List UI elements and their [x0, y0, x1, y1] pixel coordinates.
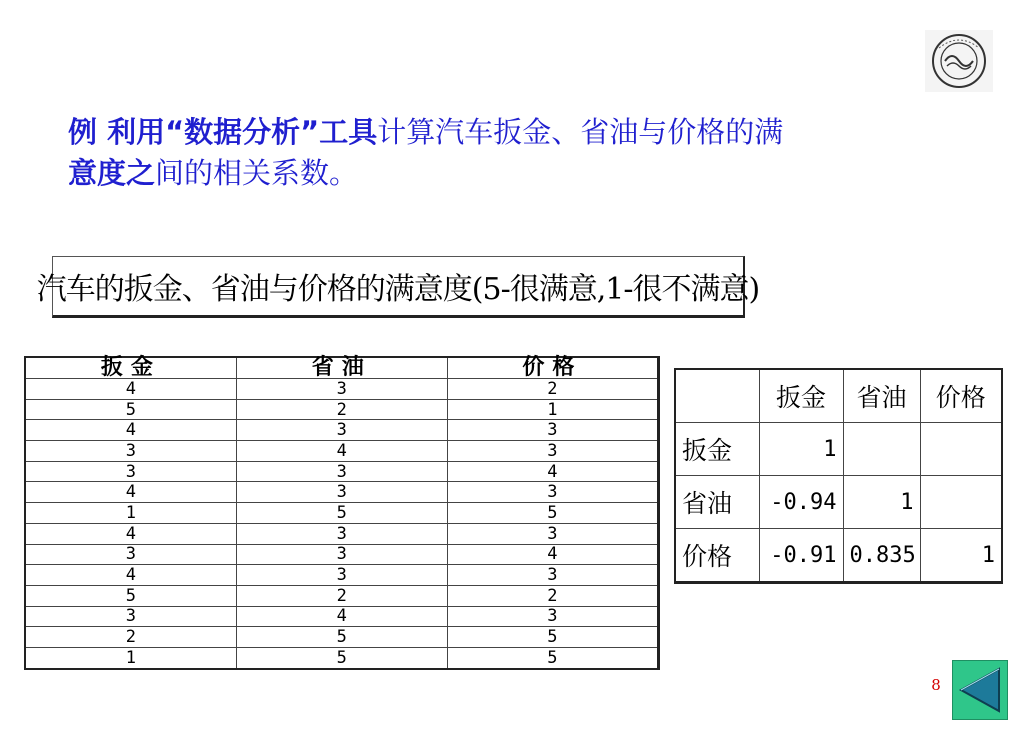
table-cell: 1: [447, 399, 658, 420]
correlation-cell: 1: [920, 529, 1002, 583]
column-header: 省油: [843, 369, 920, 423]
table-cell: 5: [25, 399, 236, 420]
slide-heading: [68, 112, 968, 194]
table-cell: 3: [447, 565, 658, 586]
table-row: [25, 523, 659, 544]
corner-cell: [675, 369, 759, 423]
row-header: 扳金: [675, 423, 759, 476]
table-row: [25, 585, 659, 606]
table-cell: 5: [25, 585, 236, 606]
row-header: 价格: [675, 529, 759, 583]
table-row: [25, 627, 659, 648]
correlation-matrix-table: [674, 368, 1003, 584]
column-header: 省油: [236, 357, 447, 379]
table-cell: 3: [236, 482, 447, 503]
table-cell: 1: [25, 503, 236, 524]
table-cell: 4: [25, 565, 236, 586]
table-cell: 4: [25, 379, 236, 400]
table-row: [675, 476, 1002, 529]
table-header-row: [25, 357, 659, 379]
table-cell: 4: [25, 420, 236, 441]
table-row: [25, 441, 659, 462]
table-cell: 3: [25, 606, 236, 627]
table-row: [25, 606, 659, 627]
table-cell: 2: [236, 399, 447, 420]
table-header-row: [675, 369, 1002, 423]
table-cell: 3: [236, 523, 447, 544]
table-cell: 4: [25, 482, 236, 503]
correlation-cell: -0.91: [759, 529, 843, 583]
university-seal-icon: [925, 30, 993, 92]
correlation-cell: 1: [759, 423, 843, 476]
heading-bold-part: 例 利用“数据分析”工具: [68, 115, 378, 149]
heading-line2-normal: 间的相关系数。: [155, 156, 359, 190]
table-row: [25, 482, 659, 503]
table-row: [25, 503, 659, 524]
table-cell: 2: [25, 627, 236, 648]
table-cell: 5: [236, 647, 447, 668]
heading-normal-part: 计算汽车扳金、省油与价格的满: [377, 115, 784, 149]
correlation-cell: [843, 423, 920, 476]
table-cell: 4: [236, 441, 447, 462]
table-cell: 1: [25, 647, 236, 668]
table-row: [25, 647, 659, 668]
column-header: 扳金: [759, 369, 843, 423]
table-cell: 4: [236, 606, 447, 627]
table-cell: 4: [447, 461, 658, 482]
table-row: [25, 420, 659, 441]
table-cell: 4: [447, 544, 658, 565]
table-row: [25, 379, 659, 400]
table-cell: 5: [447, 647, 658, 668]
satisfaction-data-table: [24, 356, 660, 670]
table-cell: 3: [25, 544, 236, 565]
table-cell: 5: [236, 503, 447, 524]
table-cell: 3: [236, 565, 447, 586]
table-cell: 3: [25, 461, 236, 482]
previous-slide-button[interactable]: [952, 660, 1008, 720]
table-caption: 汽车的扳金、省油与价格的满意度(5-很满意,1-很不满意): [52, 256, 745, 318]
table-row: [675, 529, 1002, 583]
table-cell: 2: [236, 585, 447, 606]
table-cell: 3: [236, 544, 447, 565]
correlation-cell: -0.94: [759, 476, 843, 529]
page-number: 8: [931, 676, 941, 694]
table-cell: 3: [447, 606, 658, 627]
table-row: [25, 399, 659, 420]
table-cell: 3: [447, 441, 658, 462]
table-row: [25, 461, 659, 482]
correlation-cell: 0.835: [843, 529, 920, 583]
table-cell: 5: [447, 503, 658, 524]
table-cell: 3: [236, 420, 447, 441]
table-cell: 3: [447, 482, 658, 503]
heading-line2-bold: 意度之: [68, 156, 156, 190]
column-header: 价格: [920, 369, 1002, 423]
row-header: 省油: [675, 476, 759, 529]
column-header: 价格: [447, 357, 658, 379]
table-cell: 3: [25, 441, 236, 462]
table-cell: 3: [447, 523, 658, 544]
table-cell: 3: [236, 379, 447, 400]
table-cell: 5: [447, 627, 658, 648]
correlation-cell: 1: [843, 476, 920, 529]
table-cell: 3: [447, 420, 658, 441]
table-cell: 3: [236, 461, 447, 482]
table-row: [25, 544, 659, 565]
table-cell: 2: [447, 379, 658, 400]
table-row: [675, 423, 1002, 476]
correlation-cell: [920, 423, 1002, 476]
table-cell: 2: [447, 585, 658, 606]
column-header: 扳金: [25, 357, 236, 379]
table-cell: 5: [236, 627, 447, 648]
table-row: [25, 565, 659, 586]
triangle-left-icon: [953, 661, 1007, 719]
table-cell: 4: [25, 523, 236, 544]
correlation-cell: [920, 476, 1002, 529]
